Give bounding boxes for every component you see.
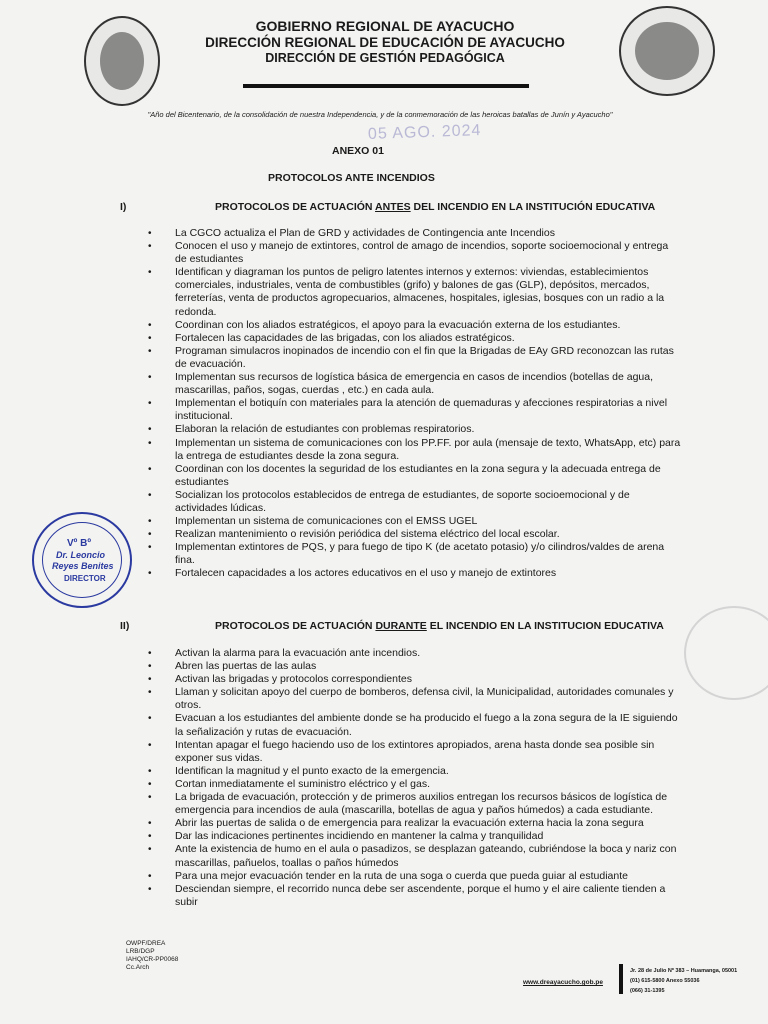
footer-references — [126, 940, 178, 972]
received-date-stamp: 05 AGO. 2024 — [367, 122, 482, 143]
footer-divider — [619, 964, 623, 994]
header-divider — [243, 84, 529, 88]
footer-ref: LRB/DGP — [126, 948, 155, 955]
list-item: • Activan la alarma para la evacuación ante incendios. — [158, 647, 682, 660]
document-title: PROTOCOLOS ANTE INCENDIOS — [268, 172, 435, 184]
list-item: • Fortalecen capacidades a los actores educativos en el uso y manejo de extintores — [158, 567, 682, 580]
stamp-ring — [42, 522, 122, 598]
stamp-name-line-2: Reyes Benites — [52, 561, 114, 571]
seal-emblem-icon — [635, 22, 699, 80]
list-item: • Implementan un sistema de comunicaciones con el EMSS UGEL — [158, 515, 682, 528]
stamp-approval: Vº Bº — [67, 538, 91, 549]
section-2-list — [158, 647, 682, 909]
footer-phone-line: (01) 615-5800 Anexo 55036 — [630, 978, 700, 984]
list-item: • Identifican la magnitud y el punto exacto de la emergencia. — [158, 765, 682, 778]
list-item: • Implementan extintores de PQS, y para fuego de tipo K (de acetato potasio) y/o cilindros/valdes de arena fina. — [158, 541, 682, 567]
faded-stamp — [684, 606, 768, 700]
list-item: • Fortalecen las capacidades de las brigadas, con los aliados estratégicos. — [158, 332, 682, 345]
stamp-name-line-1: Dr. Leoncio — [56, 550, 106, 560]
list-item: • Desciendan siempre, el recorrido nunca debe ser ascendente, porque el humo y el aire caliente tienden a subir — [158, 883, 682, 909]
list-item: • La CGCO actualiza el Plan de GRD y actividades de Contingencia ante Incendios — [158, 227, 682, 240]
header-line-1: GOBIERNO REGIONAL DE AYACUCHO — [255, 18, 515, 34]
list-item: • Activan las brigadas y protocolos correspondientes — [158, 673, 682, 686]
director-stamp — [32, 512, 132, 608]
list-item: • Conocen el uso y manejo de extintores, control de amago de incendios, soporte socioemocional y entrega de estudiantes — [158, 240, 682, 266]
list-item: • Implementan el botiquín con materiales para la atención de quemaduras y afecciones respiratorias a nivel institucional. — [158, 397, 682, 423]
list-item: • Realizan mantenimiento o revisión periódica del sistema eléctrico del local escolar. — [158, 528, 682, 541]
education-directorate-seal — [619, 6, 715, 96]
stamp-role: DIRECTOR — [64, 574, 106, 583]
list-item: • Implementan un sistema de comunicaciones con los PP.FF. por aula (mensaje de texto, WhatsApp, etc) para la entrega de estudiantes desde la zona segura. — [158, 437, 682, 463]
section-1-number: I) — [120, 201, 127, 213]
list-item: • Identifican y diagraman los puntos de peligro latentes internos y externos: viviendas, establecimientos comerciales, industriales, venta de combustibles (grifo) y balones de gas (GLP), depósitos, mercados, ferreterías, venta de productos agropecuarios, almacenes, hospitales, iglesias, bosques con un radio a la redonda. — [158, 266, 682, 318]
annex-label: ANEXO 01 — [332, 145, 384, 157]
footer-ref: IAHQ/CR-PP0068 — [126, 956, 179, 963]
footer-address — [630, 966, 737, 996]
list-item: • Abrir las puertas de salida o de emergencia para realizar la evacuación externa hacia la zona segura — [158, 817, 682, 830]
list-item: • Llaman y solicitan apoyo del cuerpo de bomberos, defensa civil, la Municipalidad, autoridades comunales y otros. — [158, 686, 682, 712]
year-motto: "Año del Bicentenario, de la consolidación de nuestra Independencia, y de la conmemoración de las heroicas batallas de Junín y Ayacucho" — [147, 110, 613, 119]
list-item: • Programan simulacros inopinados de incendio con el fin que la Brigadas de EAy GRD reconozcan las rutas de evacuación. — [158, 345, 682, 371]
list-item: • Intentan apagar el fuego haciendo uso de los extintores apropiados, arena hasta donde sea posible sin exponer sus vidas. — [158, 739, 682, 765]
list-item: • La brigada de evacuación, protección y de primeros auxilios entregan los recursos básicos de logística de emergencia para incendios de aula (mascarilla, botellas de agua y paños húmedos) a cada estudiante. — [158, 791, 682, 817]
list-item: • Dar las indicaciones pertinentes incidiendo en mantener la calma y tranquilidad — [158, 830, 682, 843]
section-2-title: PROTOCOLOS DE ACTUACIÓN DURANTE EL INCENDIO EN LA INSTITUCION EDUCATIVA — [215, 620, 664, 632]
list-item: • Implementan sus recursos de logística básica de emergencia en casos de incendios (botellas de agua, mascarillas, paños, sogas, cuerdas , etc.) en cada aula. — [158, 371, 682, 397]
section-2-number: II) — [120, 620, 130, 632]
section-1-title: PROTOCOLOS DE ACTUACIÓN ANTES DEL INCENDIO EN LA INSTITUCIÓN EDUCATIVA — [215, 201, 656, 213]
footer-ref: Cc.Arch — [126, 964, 150, 971]
seal-emblem-icon — [100, 32, 144, 90]
list-item: • Cortan inmediatamente el suministro eléctrico y el gas. — [158, 778, 682, 791]
list-item: • Elaboran la relación de estudiantes con problemas respiratorios. — [158, 423, 682, 436]
regional-government-seal — [84, 16, 160, 106]
header-line-2: DIRECCIÓN REGIONAL DE EDUCACIÓN DE AYACUCHO — [205, 35, 565, 50]
header-line-3: DIRECCIÓN DE GESTIÓN PEDAGÓGICA — [265, 51, 505, 65]
list-item: • Evacuan a los estudiantes del ambiente donde se ha producido el fuego a la zona segura de la IE siguiendo la señalización y rutas de evacuación. — [158, 712, 682, 738]
list-item: • Abren las puertas de las aulas — [158, 660, 682, 673]
footer-address-line: Jr. 28 de Julio Nº 383 – Huamanga, 05001 — [630, 968, 738, 974]
footer-ref: OWPF/DREA — [126, 940, 166, 947]
footer-phone-line: (066) 31-1395 — [630, 988, 665, 994]
list-item: • Coordinan con los docentes la seguridad de los estudiantes en la zona segura y la adecuada entrega de estudiantes — [158, 463, 682, 489]
list-item: • Coordinan con los aliados estratégicos, el apoyo para la evacuación externa de los estudiantes. — [158, 319, 682, 332]
list-item: • Para una mejor evacuación tender en la ruta de una soga o cuerda que pueda guiar al estudiante — [158, 870, 682, 883]
list-item: • Ante la existencia de humo en el aula o pasadizos, se desplazan gateando, cubriéndose la boca y nariz con mascarillas, pañuelos, toallas o paños húmedos — [158, 843, 682, 869]
section-1-list — [158, 227, 682, 581]
list-item: • Socializan los protocolos establecidos de entrega de estudiantes, de soporte socioemocional y de actividades lúdicas. — [158, 489, 682, 515]
footer-website-link[interactable]: www.dreayacucho.gob.pe — [523, 979, 603, 986]
